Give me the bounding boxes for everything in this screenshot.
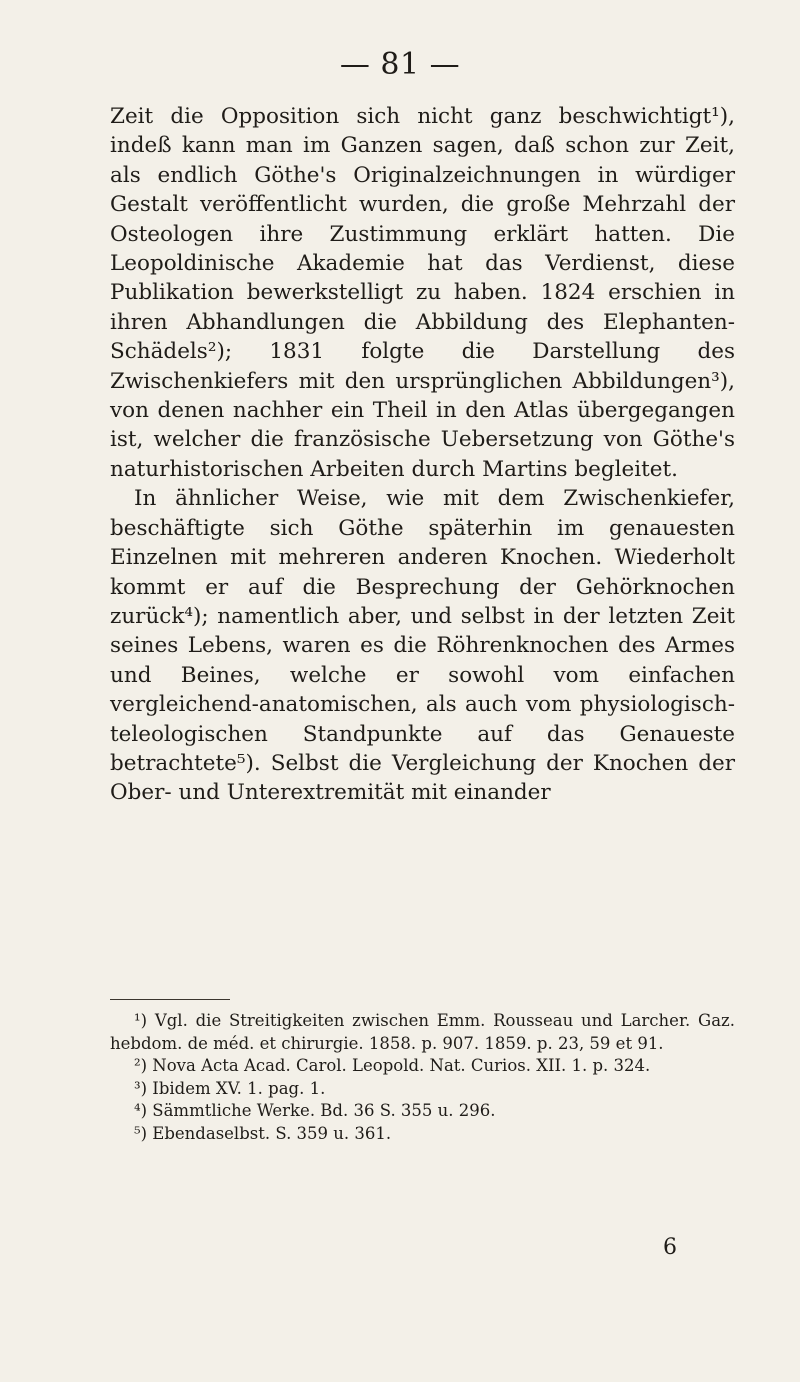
footnote-separator bbox=[110, 999, 230, 1000]
footnotes bbox=[110, 1010, 735, 1145]
footnote-5: ⁵) Ebendaselbst. S. 359 u. 361. bbox=[134, 1123, 392, 1143]
signature-mark: 6 bbox=[663, 1235, 677, 1260]
paragraph-2: In ähnlicher Weise, wie mit dem Zwischenkiefer, beschäftigte sich Göthe späterhin im genauesten Einzelnen mit mehreren anderen Knochen. Wiederholt kommt er auf die Besprechung der Gehörknochen zurück⁴); namentlich aber, und selbst in der letzten Zeit seines Lebens, waren es die Röhrenknochen des Armes und Beines, welche er sowohl vom einfachen vergleichend-anatomischen, als auch vom physiologisch-teleologischen Standpunkte auf das Genaueste betrachtete⁵). Selbst die Vergleichung der Knochen der Ober- und Unterextremität mit einander bbox=[110, 486, 735, 806]
footnote-2: ²) Nova Acta Acad. Carol. Leopold. Nat. Curios. XII. 1. p. 324. bbox=[134, 1056, 651, 1075]
footnote-3: ³) Ibidem XV. 1. pag. 1. bbox=[134, 1078, 326, 1098]
footnote-1: ¹) Vgl. die Streitigkeiten zwischen Emm. Rousseau und Larcher. Gaz. hebdom. de méd. et chirurgie. 1858. p. 907. 1859. p. 23, 59 et 91. bbox=[110, 1011, 735, 1053]
body-text bbox=[110, 102, 735, 808]
page-number-header: — 81 — bbox=[339, 47, 461, 82]
paragraph-1: Zeit die Opposition sich nicht ganz beschwichtigt¹), indeß kann man im Ganzen sagen, daß schon zur Zeit, als endlich Göthe's Originalzeichnungen in würdiger Gestalt veröffentlicht wurden, die große Mehrzahl der Osteologen ihre Zustimmung erklärt hatten. Die Leopoldinische Akademie hat das Verdienst, diese Publikation bewerkstelligt zu haben. 1824 erschien in ihren Abhandlungen die Abbildung des Elephanten-Schädels²); 1831 folgte die Darstellung des Zwischenkiefers mit den ursprünglichen Abbildungen³), von denen nachher ein Theil in den Atlas übergegangen ist, welcher die französische Uebersetzung von Göthe's naturhistorischen Arbeiten durch Martins begleitet. bbox=[110, 104, 735, 482]
footnote-4: ⁴) Sämmtliche Werke. Bd. 36 S. 355 u. 296. bbox=[134, 1101, 496, 1120]
